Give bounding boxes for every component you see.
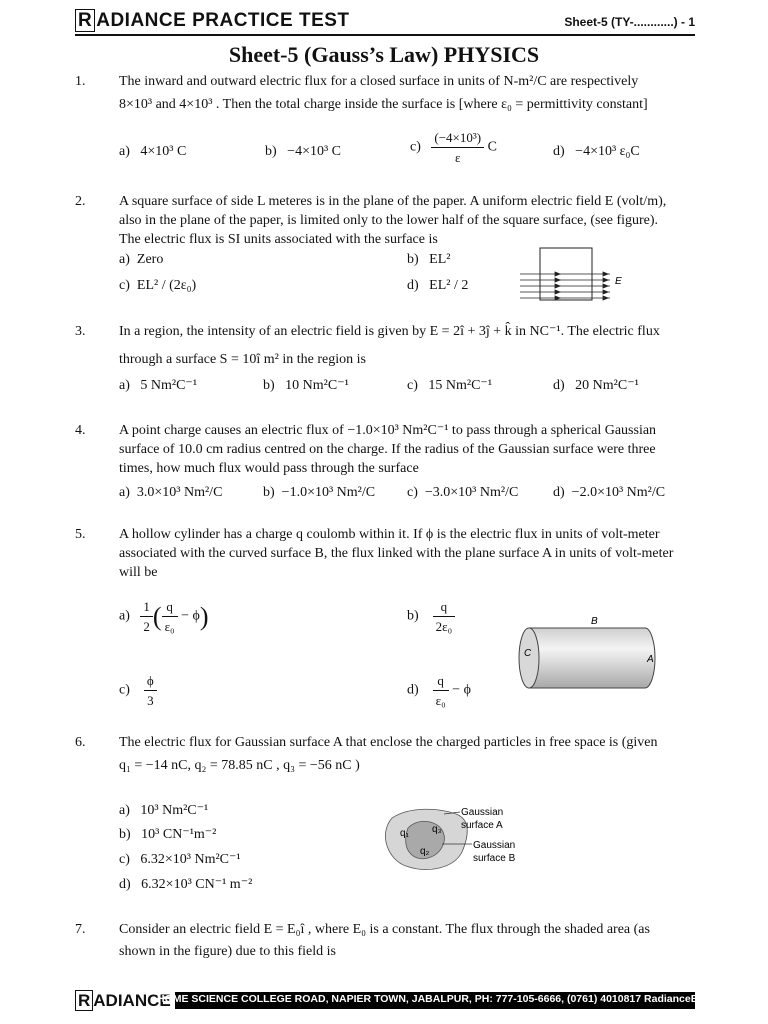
q1-option-c[interactable]: c) $\frac{\text{(−4×10³)}}{\varepsilon}$ C	[410, 130, 497, 165]
gaussian-b-label-2: surface B	[473, 853, 516, 864]
q1-option-b[interactable]: b) −4×10³ C	[265, 144, 341, 159]
q5-option-b[interactable]: b) $\frac{q}{\text{2ε₀}}$	[407, 597, 455, 636]
q3-option-c[interactable]: c) 15 Nm²C⁻¹	[407, 378, 493, 393]
charge-q1-label: q₁	[400, 828, 409, 839]
q3-option-d[interactable]: d) 20 Nm²C⁻¹	[553, 378, 639, 393]
question-1: 1. The inward and outward electric flux for a closed surface in units of N-m²/C are respectively 8×10³ and 4×10³ . Then the total charge inside the surface is [where ε₀ = permittivity constant] a) 4×10³ C b) −4×10³ C c) $\frac{\text{(−4×10³)}}{\varepsilon}$ C d) −4×10³ ε₀C	[75, 74, 648, 165]
page-footer	[75, 991, 766, 1010]
charge-q3-label: q₃	[432, 824, 442, 835]
q4-option-a[interactable]: a) 3.0×10³ Nm²/C	[119, 485, 223, 500]
cylinder-label-a: A	[647, 654, 654, 665]
q2-option-c[interactable]: c) EL² / (2ε₀)	[119, 278, 197, 293]
q3-option-a[interactable]: a) 5 Nm²C⁻¹	[119, 378, 198, 393]
question-3: 3. In a region, the intensity of an electric field is given by E = 2î + 3ĵ + k̂ in NC⁻¹. The electric flux through a surface S = 10î m² in the region is a) 5 Nm²C⁻¹ b) 10 Nm²C⁻¹ c) 15 Nm²C⁻¹ d) 20 Nm²C⁻¹	[75, 324, 660, 393]
sheet-reference: Sheet-5 (TY-............) - 1	[564, 15, 695, 29]
q2-option-d[interactable]: d) EL² / 2	[407, 278, 469, 293]
q5-option-d[interactable]: d) $\frac{q}{\text{ε₀}}$ − ϕ	[407, 673, 471, 708]
q5-cylinder-figure	[515, 612, 665, 692]
question-7: 7. Consider an electric field E = E₀î , where E₀ is a constant. The flux through the shaded area (as shown in the figure) due to this field is	[75, 922, 650, 959]
gaussian-a-label-1: Gaussian	[461, 807, 504, 818]
q2-option-b[interactable]: b) EL²	[407, 252, 451, 267]
q1-option-d[interactable]: d) −4×10³ ε₀C	[553, 144, 640, 159]
question-2: 2. A square surface of side L meteres is in the plane of the paper. A uniform electric field E (volt/m), also in the plane of the paper, is limited only to the lower half of the square surface, (see figure). The electric flux is SI units associated with the surface is a) Zero b) EL² c) EL² / (2ε₀) d) EL² / 2	[75, 194, 667, 293]
q5-option-c[interactable]: c) $\frac{\phi}{3}$	[119, 671, 157, 710]
q4-option-c[interactable]: c) −3.0×10³ Nm²/C	[407, 485, 519, 500]
q6-gaussian-surfaces-figure	[380, 804, 520, 876]
charge-q2-label: q₂	[420, 846, 430, 857]
question-5: 5. A hollow cylinder has a charge q coulomb within it. If ϕ is the electric flux in units of volt-meter associated with the curved surface B, the flux linked with the plane surface A in units of volt-meter will be a) $\frac{1}{2}$ ( $\frac{q}{\text{ε₀}}$ − ϕ) b) $\frac{q}{\text{2ε₀}}$ c) $\frac{\phi}{3}$ d) $\frac{q}{\text{ε₀}}$ − ϕ	[75, 527, 674, 708]
q2-field-label: E	[615, 276, 622, 287]
gaussian-a-label-2: surface A	[461, 820, 503, 831]
page-title: Sheet-5 (Gauss’s Law) PHYSICS	[228, 42, 540, 67]
q1-option-a[interactable]: a) 4×10³ C	[119, 144, 187, 159]
q6-option-c[interactable]: c) 6.32×10³ Nm²C⁻¹	[119, 852, 241, 867]
page-header	[75, 10, 695, 34]
brand-title: R ADIANCE PRACTICE TEST	[75, 10, 350, 32]
q5-option-a[interactable]: a) $\frac{1}{2}$ ( $\frac{q}{\text{ε₀}}$ − ϕ)	[119, 599, 209, 634]
cylinder-label-c: C	[524, 648, 532, 659]
question-6: 6. The electric flux for Gaussian surface A that enclose the charged particles in free space is (given q₁ = −14 nC, q₂ = 78.85 nC , q₃ = −56 nC ) a) 10³ Nm²C⁻¹ b) 10³ CN⁻¹m⁻² c) 6.32×10³ Nm²C⁻¹ d) 6.32×10³ CN⁻¹ m⁻²	[75, 735, 658, 892]
q3-option-b[interactable]: b) 10 Nm²C⁻¹	[263, 378, 349, 393]
q6-option-d[interactable]: d) 6.32×10³ CN⁻¹ m⁻²	[119, 877, 253, 892]
cylinder-label-b: B	[591, 616, 598, 627]
question-4: 4. A point charge causes an electric flux of −1.0×10³ Nm²C⁻¹ to pass through a spherical Gaussian surface of 10.0 cm radius centred on the charge. If the radius of the Gaussian surface were three times, how much flux would pass through the surface a) 3.0×10³ Nm²/C b) −1.0×10³ Nm²/C c) −3.0×10³ Nm²/C d) −2.0×10³ Nm²/C	[75, 423, 666, 500]
q6-option-a[interactable]: a) 10³ Nm²C⁻¹	[119, 803, 209, 818]
header-rule	[75, 34, 695, 36]
q6-option-b[interactable]: b) 10³ CN⁻¹m⁻²	[119, 827, 217, 842]
field-lines	[520, 272, 610, 300]
footer-brand: R ADIANCE	[75, 990, 175, 1011]
q4-option-b[interactable]: b) −1.0×10³ Nm²/C	[263, 485, 376, 500]
q2-square-field-figure	[515, 246, 630, 304]
footer-address: HOME SCIENCE COLLEGE ROAD, NAPIER TOWN, JABALPUR, PH: 777-105-6666, (0761) 4010817 RadianceEducation.com	[157, 993, 766, 1005]
q4-option-d[interactable]: d) −2.0×10³ Nm²/C	[553, 485, 666, 500]
gaussian-b-label-1: Gaussian	[473, 840, 516, 851]
q2-option-a[interactable]: a) Zero	[119, 252, 164, 267]
